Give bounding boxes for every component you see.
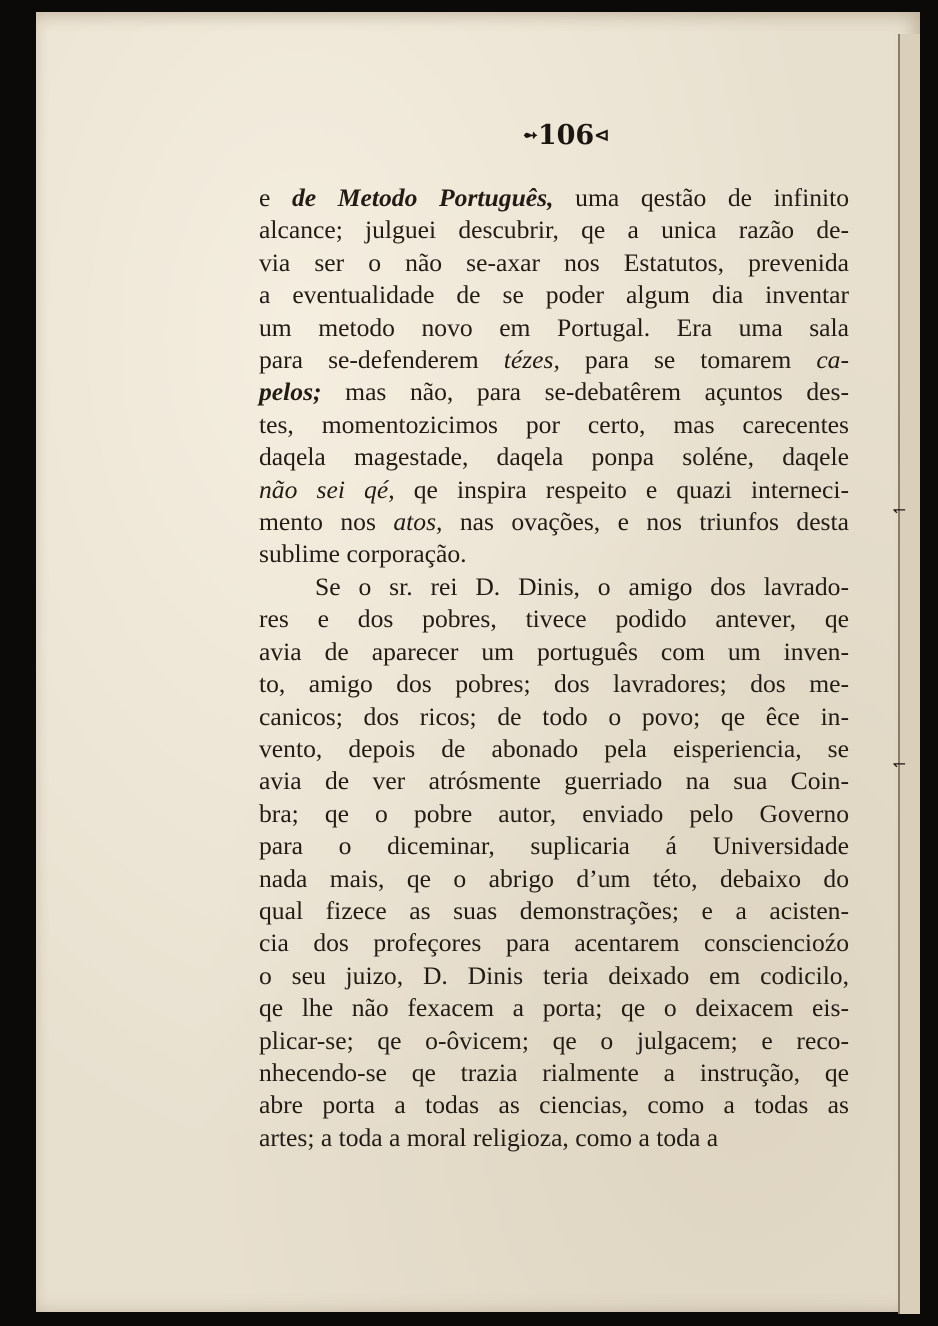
text-line: [259, 344, 849, 376]
text-line: [259, 1057, 849, 1089]
line-text: mento nos: [259, 507, 394, 537]
text-line: [259, 571, 849, 603]
line-text: via ser o não se-axar nos Estatutos, prevenida: [259, 247, 849, 277]
line-text: a eventualidade de se poder algum dia inventar: [259, 280, 849, 310]
emphasis-text: pelos;: [259, 377, 322, 407]
line-text: vento, depois de abonado pela eisperiencia, se: [259, 733, 849, 763]
text-line: [259, 960, 849, 992]
text-line: [259, 441, 849, 473]
line-text: artes; a toda a moral religioza, como a toda a: [259, 1122, 719, 1152]
emphasis-text: de Metodo Português,: [292, 183, 554, 212]
margin-mark-icon: ↽: [892, 754, 906, 773]
text-line: [259, 214, 849, 246]
text-line: [259, 474, 849, 506]
line-text: plicar-se; qe o-ôvicem; qe o julgacem; e reco-: [259, 1025, 849, 1055]
line-text: avia de aparecer um português com um inven-: [259, 636, 849, 666]
line-text: um metodo novo em Portugal. Era uma sala: [259, 312, 849, 342]
text-line: [259, 668, 849, 700]
line-text: para se tomarem: [559, 345, 817, 375]
emphasis-text: ca-: [816, 345, 849, 375]
line-text: canicos; dos ricos; de todo o povo; qe êce in-: [259, 701, 849, 731]
text-line: [259, 798, 849, 830]
line-text: e: [259, 183, 292, 212]
text-line: [259, 636, 849, 668]
line-text: cia dos profeçores para acentarem consciencioźo: [259, 928, 849, 958]
emphasis-text: não sei qé,: [259, 474, 395, 504]
line-text: daqela magestade, daqela ponpa soléne, daqele: [259, 442, 849, 472]
line-text: para o diceminar, suplicaria á Universidade: [259, 831, 849, 861]
line-text: qe inspira respeito e quazi interneci-: [394, 474, 849, 504]
line-text: tes, momentozicimos por certo, mas carecentes: [259, 409, 849, 439]
text-line: [259, 895, 849, 927]
next-page-edge: [898, 34, 920, 1314]
text-line: [259, 182, 849, 214]
text-line: [259, 376, 849, 408]
text-line: [259, 247, 849, 279]
body-text: [259, 182, 849, 1154]
emphasis-text: atos,: [393, 507, 443, 537]
text-line: [259, 279, 849, 311]
text-line: [259, 409, 849, 441]
text-line: [259, 1122, 849, 1154]
page-number: [506, 120, 626, 151]
text-line: [259, 765, 849, 797]
text-line: [259, 1089, 849, 1121]
text-line: [259, 830, 849, 862]
page-number-value: 106: [537, 120, 595, 151]
text-line: [259, 312, 849, 344]
line-text: res e dos pobres, tivece podido antever, qe: [259, 604, 849, 634]
line-text: o seu juizo, D. Dinis teria deixado em codicilo,: [259, 960, 849, 990]
line-text: Se o sr. rei D. Dinis, o amigo dos lavrado-: [315, 571, 849, 601]
line-text: avia de ver atrósmente guerriado na sua Coin-: [259, 766, 849, 796]
margin-mark-icon: ↽: [892, 500, 906, 519]
book-page: [36, 12, 920, 1312]
ornament-left-icon: ➻: [522, 125, 538, 146]
line-text: nas ovações, e nos triunfos desta: [442, 507, 849, 537]
line-text: nada mais, qe o abrigo d’um této, debaixo do: [259, 863, 849, 893]
text-line: [259, 992, 849, 1024]
line-text: nhecendo-se qe trazia rialmente a instrução, qe: [259, 1057, 849, 1087]
text-line: [259, 863, 849, 895]
line-text: qe lhe não fexacem a porta; qe o deixacem eis-: [259, 993, 849, 1023]
line-text: to, amigo dos pobres; dos lavradores; dos me-: [259, 669, 849, 699]
text-line: [259, 1025, 849, 1057]
line-text: para se-defenderem: [259, 345, 504, 375]
text-line: [259, 506, 849, 538]
ornament-right-icon: ⊲: [594, 125, 610, 146]
line-text: uma qestão de infinito: [553, 183, 850, 212]
text-line: [259, 603, 849, 635]
line-text: sublime corporação.: [259, 539, 467, 569]
line-text: mas não, para se-debatêrem açuntos des-: [321, 377, 849, 407]
text-line: [259, 733, 849, 765]
text-line: [259, 927, 849, 959]
emphasis-text: tézes,: [503, 345, 560, 375]
text-line: [259, 701, 849, 733]
line-text: qual fizece as suas demonstrações; e a acisten-: [259, 895, 849, 925]
text-line: [259, 538, 849, 570]
line-text: bra; qe o pobre autor, enviado pelo Governo: [259, 798, 849, 828]
line-text: abre porta a todas as ciencias, como a todas as: [259, 1090, 849, 1120]
line-text: alcance; julguei descubrir, qe a unica razão de-: [259, 215, 849, 245]
